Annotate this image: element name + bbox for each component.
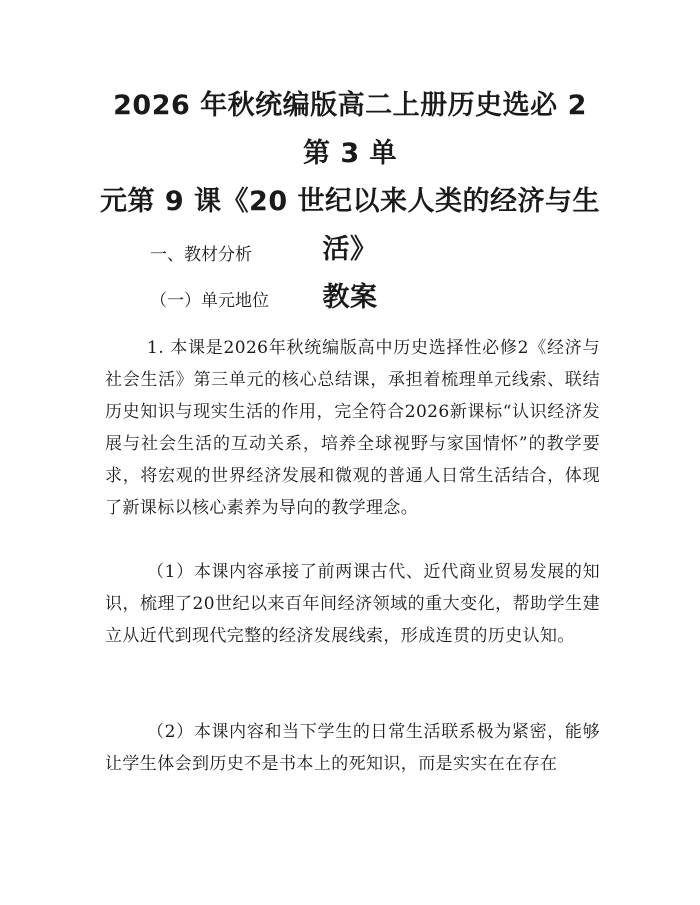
section-heading-analysis: 一、教材分析 xyxy=(150,245,252,265)
paragraph-2: （1）本课内容承接了前两课古代、近代商业贸易发展的知识，梳理了20世纪以来百年间经济领域的重大变化，帮助学生建立从近代到现代完整的经济发展线索，形成连贯的历史认知。 xyxy=(105,562,600,646)
subsection-heading-unit-position: （一）单元地位 xyxy=(150,291,269,311)
title-line-3: 教案 xyxy=(322,282,378,313)
paragraph-1: 1. 本课是2026年秋统编版高中历史选择性必修2《经济与社会生活》第三单元的核心总结课，承担着梳理单元线索、联结历史知识与现实生活的作用，完全符合2026新课标“认识经济发展与社会生活的互动关系，培养全球视野与家国情怀”的教学要求，将宏观的世界经济发展和微观的普通人日常生活结合，体现了新课标以核心素养为导向的教学理念。 xyxy=(105,338,600,518)
paragraph-3: （2）本课内容和当下学生的日常生活联系极为紧密，能够让学生体会到历史不是书本上的死知识，而是实实在在存在 xyxy=(105,722,600,774)
title-line-2: 元第 9 课《20 世纪以来人类的经济与生活》 xyxy=(99,186,601,265)
title-line-1: 2026 年秋统编版高二上册历史选必 2 第 3 单 xyxy=(113,90,587,169)
